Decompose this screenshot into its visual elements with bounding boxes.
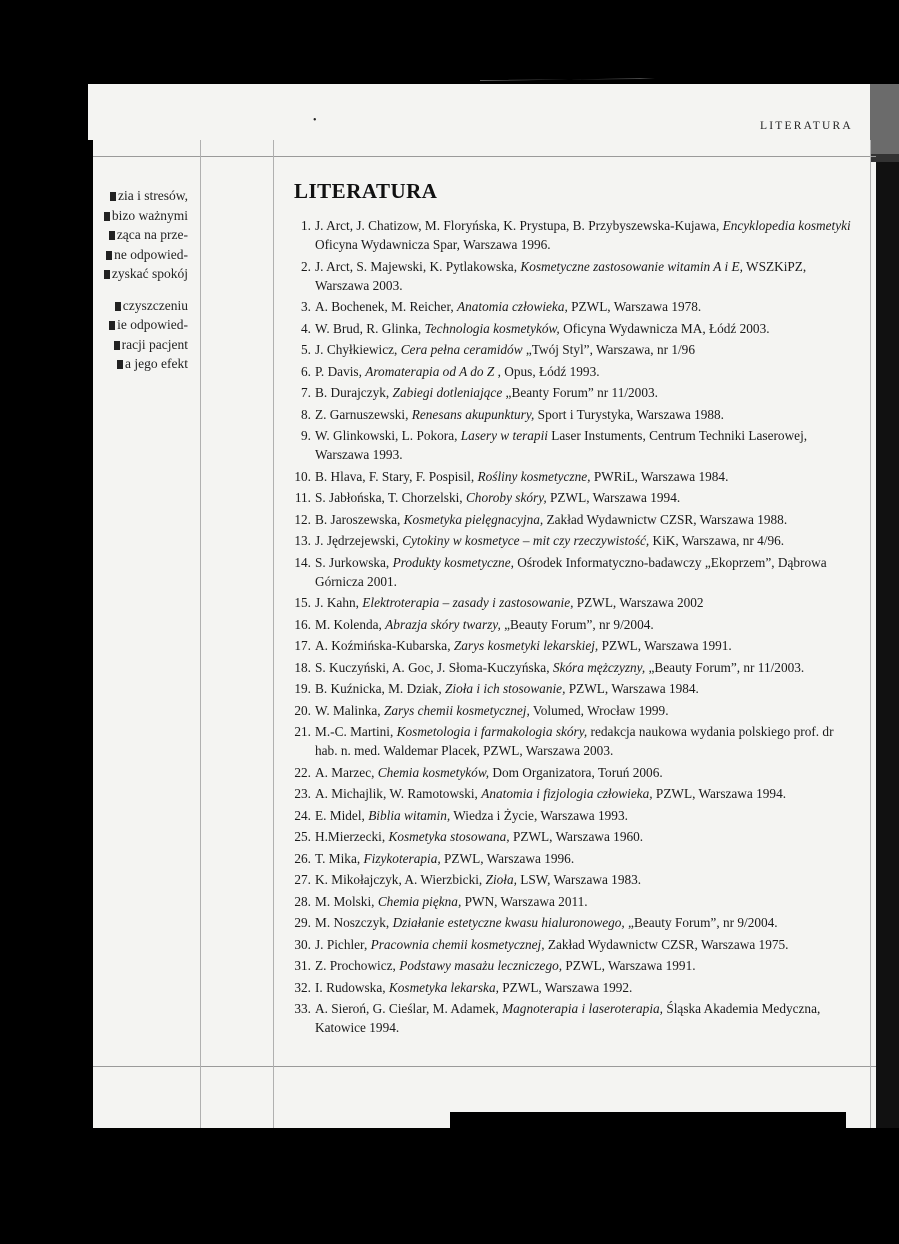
reference-publisher: Śląska Akademia Medyczna, Katowice 1994.: [315, 1001, 821, 1035]
top-scan-streak: [480, 72, 899, 82]
reference-authors: S. Jurkowska,: [315, 554, 393, 570]
reference-authors: W. Glinkowski, L. Pokora,: [315, 428, 461, 443]
reference-number: 32.: [294, 979, 311, 995]
reference-title: Encyklopedia kosmetyki: [722, 218, 851, 233]
reference-authors: B. Durajczyk,: [315, 385, 393, 400]
reference-publisher: KiK, Warszawa, nr 4/96.: [649, 533, 785, 548]
reference-publisher: PZWL, Warszawa 1992.: [498, 979, 633, 995]
reference-authors: Z. Prochowicz,: [315, 958, 400, 973]
reference-item: [294, 467, 859, 486]
reference-number: 1.: [301, 218, 311, 233]
reference-publisher: redakcja naukowa wydania polskiego prof. dr hab. n. med. Waldemar Placek, PZWL, Warszawa 2003.: [315, 724, 834, 758]
reference-authors: W. Brud, R. Glinka,: [315, 320, 425, 336]
reference-title: Chemia kosmetyków,: [377, 764, 490, 780]
reference-number: 10.: [294, 468, 311, 484]
thumb-tab: [870, 84, 899, 154]
reference-number: 27.: [294, 872, 311, 887]
reference-number: 13.: [294, 533, 311, 548]
reference-item: [294, 784, 859, 803]
reference-authors: J. Arct, S. Majewski, K. Pytlakowska,: [315, 258, 521, 274]
page-title: LITERATURA: [294, 179, 438, 203]
reference-title: Chemia piękna,: [377, 893, 462, 909]
reference-authors: J. Chyłkiewicz,: [315, 342, 401, 357]
reference-authors: I. Rudowska,: [315, 979, 389, 995]
reference-authors: S. Jabłońska, T. Chorzelski,: [315, 490, 466, 505]
reference-authors: W. Malinka,: [315, 702, 384, 718]
left-scan-border: [88, 140, 93, 1136]
reference-title: Magnoterapia i laseroterapia,: [502, 1001, 663, 1016]
reference-publisher: Zakład Wydawnictw CZSR, Warszawa 1975.: [544, 936, 789, 952]
fragment-line: bizo ważnymi: [96, 206, 188, 226]
reference-number: 14.: [294, 554, 311, 570]
right-page-edge: [876, 84, 899, 1128]
reference-publisher: „Beauty Forum”, nr 9/2004.: [500, 616, 654, 632]
reference-publisher: „Beauty Forum”, nr 9/2004.: [624, 915, 778, 930]
reference-publisher: Sport i Turystyka, Warszawa 1988.: [534, 406, 724, 422]
reference-number: 18.: [294, 659, 311, 675]
reference-number: 2.: [301, 258, 311, 274]
fragment-line: ne odpowied-: [96, 245, 188, 265]
reference-item: [294, 849, 859, 868]
reference-publisher: PZWL, Warszawa 1994.: [546, 490, 681, 505]
reference-number: 19.: [294, 681, 311, 696]
bottom-scan-streak: [450, 1112, 846, 1128]
reference-publisher: Wiedza i Życie, Warszawa 1993.: [450, 807, 628, 823]
reference-number: 5.: [301, 342, 311, 357]
reference-title: Lasery w terapii: [460, 428, 548, 443]
reference-number: 8.: [301, 406, 311, 422]
reference-authors: S. Kuczyński, A. Goc, J. Słoma-Kuczyńska,: [315, 659, 553, 675]
reference-title: Cytokiny w kosmetyce – mit czy rzeczywistość,: [402, 533, 650, 548]
reference-authors: M.-C. Martini,: [315, 724, 397, 739]
facing-page-fragment: [96, 186, 188, 374]
reference-publisher: WSZKiPZ, Warszawa 2003.: [315, 258, 807, 293]
reference-number: 28.: [294, 893, 311, 909]
reference-authors: M. Kolenda,: [315, 616, 386, 632]
reference-number: 30.: [294, 936, 311, 952]
fragment-line: a jego efekt: [96, 354, 188, 374]
gutter-line-left: [200, 140, 201, 1128]
reference-title: Fizykoterapia,: [363, 850, 441, 866]
reference-number: 21.: [294, 724, 311, 739]
reference-number: 4.: [301, 320, 311, 336]
reference-publisher: PZWL, Warszawa 1996.: [440, 850, 575, 866]
page-dot: •: [313, 115, 317, 126]
reference-authors: B. Jaroszewska,: [315, 511, 404, 527]
reference-number: 6.: [301, 363, 311, 379]
reference-title: Anatomia człowieka,: [457, 299, 568, 314]
reference-number: 15.: [294, 595, 311, 610]
reference-item: [294, 319, 859, 338]
reference-authors: P. Davis,: [315, 363, 366, 379]
reference-item: [294, 383, 859, 402]
reference-publisher: Ośrodek Informatyczno-badawczy „Ekoprzem”, Dąbrowa Górnicza 2001.: [315, 554, 827, 589]
fragment-line: zyskać spokój: [96, 264, 188, 284]
fragment-line: zia i stresów,: [96, 186, 188, 206]
reference-publisher: Dom Organizatora, Toruń 2006.: [489, 764, 663, 780]
reference-title: Anatomia i fizjologia człowieka,: [481, 786, 653, 801]
reference-publisher: PZWL, Warszawa 1984.: [565, 681, 699, 696]
reference-publisher: PZWL, Warszawa 1960.: [509, 829, 644, 844]
reference-title: Elektroterapia – zasady i zastosowanie,: [362, 595, 574, 610]
right-margin-line: [870, 140, 871, 1128]
reference-item: [294, 827, 859, 846]
reference-item: [294, 426, 859, 464]
reference-title: Skóra mężczyzny,: [552, 659, 646, 675]
reference-publisher: „Twój Styl”, Warszawa, nr 1/96: [522, 342, 695, 357]
reference-title: Biblia witamin,: [368, 807, 451, 823]
reference-number: 17.: [294, 638, 311, 653]
reference-item: [294, 763, 859, 782]
reference-title: Podstawy masażu leczniczego,: [399, 958, 563, 973]
reference-title: Abrazja skóry twarzy,: [385, 616, 501, 632]
reference-authors: J. Pichler,: [315, 936, 371, 952]
reference-publisher: Oficyna Wydawnicza MA, Łódź 2003.: [559, 320, 770, 336]
reference-publisher: PZWL, Warszawa 1994.: [652, 786, 787, 801]
reference-item: [294, 488, 859, 507]
reference-title: Działanie estetyczne kwasu hialuronowego,: [392, 915, 625, 930]
fragment-line: racji pacjent: [96, 335, 188, 355]
running-head: LITERATURA: [760, 120, 853, 132]
reference-authors: T. Mika,: [315, 850, 364, 866]
reference-number: 29.: [294, 915, 311, 930]
reference-item: [294, 935, 859, 954]
reference-title: Rośliny kosmetyczne,: [477, 468, 591, 484]
reference-title: Zioła,: [485, 872, 517, 887]
reference-authors: B. Kuźnicka, M. Dziak,: [315, 681, 445, 696]
reference-publisher: PZWL, Warszawa 1991.: [562, 958, 696, 973]
reference-title: Zabiegi dotleniające: [392, 385, 503, 400]
reference-item: [294, 257, 859, 295]
reference-item: [294, 913, 859, 932]
reference-number: 9.: [301, 428, 311, 443]
reference-authors: J. Jędrzejewski,: [315, 533, 403, 548]
reference-title: Kosmetyka lekarska,: [388, 979, 499, 995]
reference-number: 7.: [301, 385, 311, 400]
fragment-line: czyszczeniu: [96, 296, 188, 316]
reference-title: Cera pełna ceramidów: [400, 342, 523, 357]
reference-authors: H.Mierzecki,: [315, 829, 389, 844]
reference-authors: A. Marzec,: [315, 764, 378, 780]
reference-item: [294, 615, 859, 634]
reference-authors: M. Molski,: [315, 893, 378, 909]
reference-item: [294, 593, 859, 612]
reference-title: Kosmetyka stosowana,: [388, 829, 510, 844]
reference-item: [294, 701, 859, 720]
reference-number: 31.: [294, 958, 311, 973]
reference-authors: B. Hlava, F. Stary, F. Pospisil,: [315, 468, 478, 484]
reference-item: [294, 978, 859, 997]
reference-authors: J. Arct, J. Chatizow, M. Floryńska, K. Prystupa, B. Przybyszewska-Kujawa,: [315, 218, 723, 233]
reference-item: [294, 892, 859, 911]
reference-number: 22.: [294, 764, 311, 780]
reference-publisher: „Beauty Forum”, nr 11/2003.: [645, 659, 805, 675]
reference-item: [294, 999, 859, 1037]
reference-publisher: PZWL, Warszawa 2002: [573, 595, 704, 610]
reference-item: [294, 722, 859, 760]
reference-number: 11.: [294, 490, 311, 505]
reference-publisher: , Opus, Łódź 1993.: [494, 363, 600, 379]
reference-number: 23.: [294, 786, 311, 801]
reference-title: Kosmetyka pielęgnacyjna,: [403, 511, 544, 527]
reference-number: 12.: [294, 511, 311, 527]
reference-item: [294, 297, 859, 316]
reference-item: [294, 553, 859, 591]
reference-title: Zioła i ich stosowanie,: [444, 681, 566, 696]
reference-publisher: PWN, Warszawa 2011.: [461, 893, 588, 909]
reference-publisher: Volumed, Wrocław 1999.: [529, 702, 669, 718]
footer-rule: [93, 1066, 876, 1067]
reference-list: [294, 216, 859, 1037]
reference-title: Zarys chemii kosmetycznej,: [383, 702, 530, 718]
reference-item: [294, 636, 859, 655]
reference-publisher: PZWL, Warszawa 1978.: [567, 299, 702, 314]
reference-title: Kosmetologia i farmakologia skóry,: [396, 724, 588, 739]
reference-number: 25.: [294, 829, 311, 844]
reference-item: [294, 956, 859, 975]
reference-item: [294, 806, 859, 825]
reference-authors: Z. Garnuszewski,: [315, 406, 412, 422]
reference-authors: J. Kahn,: [315, 595, 363, 610]
reference-item: [294, 405, 859, 424]
reference-authors: E. Midel,: [315, 807, 369, 823]
reference-title: Kosmetyczne zastosowanie witamin A i E,: [520, 258, 743, 274]
reference-authors: K. Mikołajczyk, A. Wierzbicki,: [315, 872, 486, 887]
reference-title: Produkty kosmetyczne,: [392, 554, 514, 570]
reference-number: 3.: [301, 299, 311, 314]
reference-publisher: LSW, Warszawa 1983.: [516, 872, 642, 887]
fragment-line: ie odpowied-: [96, 315, 188, 335]
reference-number: 20.: [294, 702, 311, 718]
reference-title: Pracownia chemii kosmetycznej,: [370, 936, 545, 952]
reference-number: 24.: [294, 807, 311, 823]
reference-publisher: „Beanty Forum” nr 11/2003.: [502, 385, 658, 400]
reference-title: Aromaterapia od A do Z: [365, 363, 495, 379]
reference-number: 33.: [294, 1001, 311, 1016]
reference-title: Zarys kosmetyki lekarskiej,: [453, 638, 599, 653]
reference-item: [294, 679, 859, 698]
reference-authors: A. Koźmińska-Kubarska,: [315, 638, 454, 653]
reference-authors: M. Noszczyk,: [315, 915, 393, 930]
reference-authors: A. Bochenek, M. Reicher,: [315, 299, 457, 314]
reference-item: [294, 510, 859, 529]
reference-number: 16.: [294, 616, 311, 632]
reference-title: Renesans akupunktury,: [411, 406, 535, 422]
header-rule: [93, 156, 876, 157]
reference-authors: A. Michajlik, W. Ramotowski,: [315, 786, 482, 801]
reference-title: Technologia kosmetyków,: [424, 320, 560, 336]
fragment-line: ząca na prze-: [96, 225, 188, 245]
reference-item: [294, 531, 859, 550]
reference-item: [294, 340, 859, 359]
reference-publisher: Laser Instuments, Centrum Techniki Laserowej, Warszawa 1993.: [315, 428, 808, 462]
reference-title: Choroby skóry,: [465, 490, 547, 505]
reference-publisher: Zakład Wydawnictw CZSR, Warszawa 1988.: [543, 511, 788, 527]
bibliography: [294, 179, 859, 1040]
reference-item: [294, 362, 859, 381]
reference-item: [294, 658, 859, 677]
reference-publisher: PWRiL, Warszawa 1984.: [590, 468, 729, 484]
gutter-line-right: [273, 140, 274, 1128]
reference-publisher: PZWL, Warszawa 1991.: [598, 638, 732, 653]
reference-item: [294, 216, 859, 254]
reference-publisher: Oficyna Wydawnicza Spar, Warszawa 1996.: [315, 237, 551, 252]
reference-number: 26.: [294, 850, 311, 866]
reference-item: [294, 870, 859, 889]
reference-authors: A. Sieroń, G. Cieślar, M. Adamek,: [315, 1001, 503, 1016]
